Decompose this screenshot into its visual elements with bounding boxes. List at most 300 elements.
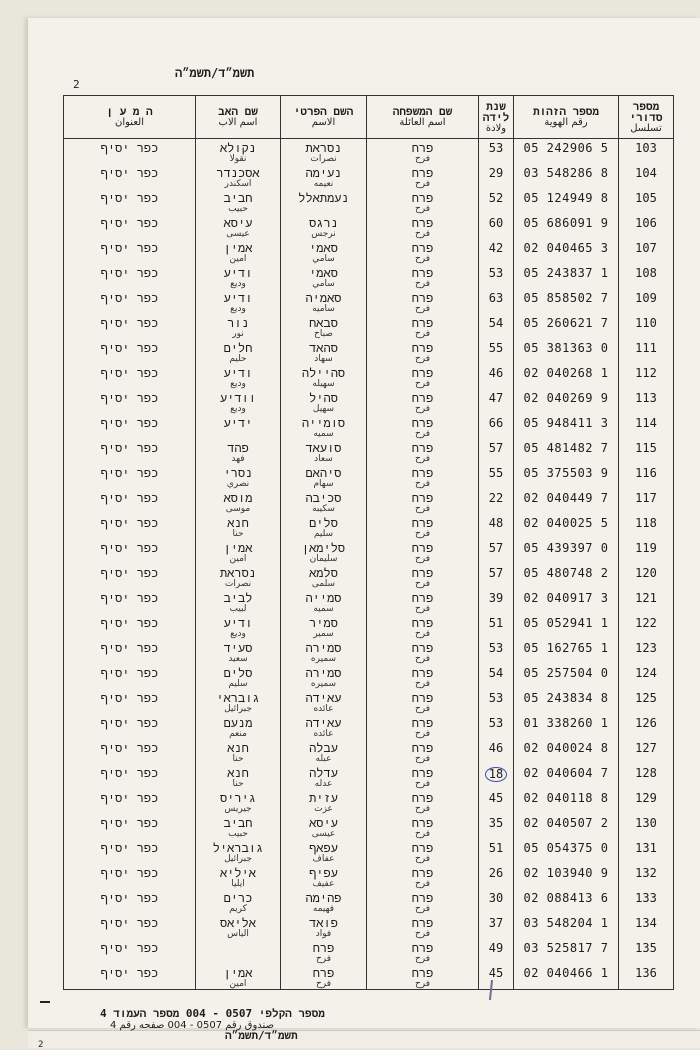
- first-name: פרח: [312, 941, 335, 955]
- address-cell: [64, 739, 196, 764]
- first-name-cell: [281, 839, 367, 864]
- serial-number-cell: [619, 314, 674, 339]
- family-name-arabic: فرح: [414, 829, 431, 839]
- father-name-arabic: نصري: [226, 479, 250, 489]
- first-name: עפיף: [309, 866, 338, 880]
- father-name-cell: [196, 514, 281, 539]
- id-number: 05 686091 9: [523, 216, 609, 230]
- address: כפר יסיף: [100, 716, 159, 730]
- family-name: פרח: [411, 466, 434, 480]
- next-page-number: 2: [38, 1040, 44, 1050]
- father-name-cell: [196, 814, 281, 839]
- address: כפר יסיף: [100, 566, 159, 580]
- serial-number: 111: [635, 341, 657, 355]
- birth-year: 57: [488, 541, 504, 555]
- father-name-arabic: الياس: [227, 929, 249, 939]
- id-number: 05 052941 1: [523, 616, 609, 630]
- id-number: 02 040917 3: [523, 591, 609, 605]
- father-name-arabic: جبرائيل: [224, 854, 252, 864]
- address-cell: [64, 539, 196, 564]
- first-name-cell: [281, 739, 367, 764]
- table-row: [64, 139, 674, 165]
- family-name: פרח: [411, 791, 434, 805]
- id-number: 03 525817 7: [523, 941, 609, 955]
- father-name-arabic: حبيب: [228, 829, 248, 839]
- father-name-cell: [196, 689, 281, 714]
- id-number-cell: [514, 139, 619, 165]
- birth-year: 53: [488, 641, 504, 655]
- father-name: עיסא: [223, 216, 253, 230]
- birth-year: [479, 764, 513, 782]
- serial-number-cell: [619, 739, 674, 764]
- table-row: [64, 839, 674, 864]
- birth-year-cell: [479, 164, 514, 189]
- father-name-cell: [196, 264, 281, 289]
- birth-year-cell: [479, 564, 514, 589]
- father-name: [196, 939, 280, 942]
- father-name-arabic: جبرائيل: [224, 704, 252, 714]
- first-name: סהאד: [309, 341, 338, 355]
- table-row: [64, 189, 674, 214]
- serial-number: 130: [635, 816, 657, 830]
- first-name: פואד: [309, 916, 338, 930]
- address-cell: [64, 889, 196, 914]
- serial-number: 136: [635, 966, 657, 980]
- birth-year-cell: [479, 439, 514, 464]
- birth-year: 57: [488, 441, 504, 455]
- address: כפר יסיף: [100, 241, 159, 255]
- family-name-cell: [367, 689, 479, 714]
- address: כפר יסיף: [100, 541, 159, 555]
- birth-year: 55: [488, 341, 504, 355]
- family-name: פרח: [411, 841, 434, 855]
- first-name: עדלה: [309, 766, 338, 780]
- address-cell: [64, 339, 196, 364]
- serial-number: 134: [635, 916, 657, 930]
- family-name: פרח: [411, 666, 434, 680]
- family-name-cell: [367, 214, 479, 239]
- birth-year: 30: [488, 891, 504, 905]
- first-name-cell: [281, 489, 367, 514]
- table-row: [64, 314, 674, 339]
- column-header: [367, 96, 479, 139]
- father-name-cell: [196, 614, 281, 639]
- serial-number: 118: [635, 516, 657, 530]
- birth-year: 52: [488, 191, 504, 205]
- serial-number: 121: [635, 591, 657, 605]
- first-name-arabic: فرح: [315, 954, 332, 964]
- address-cell: [64, 364, 196, 389]
- table-row: [64, 939, 674, 964]
- first-name-arabic: فرح: [315, 979, 332, 989]
- father-name-cell: [196, 764, 281, 789]
- serial-number: 106: [635, 216, 657, 230]
- id-number-cell: [514, 239, 619, 264]
- address: כפר יסיף: [100, 216, 159, 230]
- family-name-cell: [367, 464, 479, 489]
- serial-number-cell: [619, 414, 674, 439]
- family-name: פרח: [411, 541, 434, 555]
- father-name-arabic: لبيب: [229, 604, 247, 614]
- father-name-cell: [196, 889, 281, 914]
- id-number-cell: [514, 614, 619, 639]
- id-number-cell: [514, 464, 619, 489]
- family-name-arabic: فرح: [414, 454, 431, 464]
- id-number-cell: [514, 814, 619, 839]
- column-header-hebrew: שם המשפחה: [392, 105, 453, 118]
- serial-number: 125: [635, 691, 657, 705]
- birth-year-cell: [479, 689, 514, 714]
- father-name-cell: [196, 489, 281, 514]
- birth-year-cell: [479, 589, 514, 614]
- family-name: פרח: [411, 616, 434, 630]
- family-name-cell: [367, 764, 479, 789]
- circled-birth-year: 18: [485, 767, 507, 782]
- id-number-cell: [514, 589, 619, 614]
- address-cell: [64, 164, 196, 189]
- family-name-cell: [367, 139, 479, 165]
- address: כפר יסיף: [100, 466, 159, 480]
- family-name-arabic: فرح: [414, 404, 431, 414]
- column-header-hebrew: שם האב: [218, 105, 258, 118]
- id-number-cell: [514, 964, 619, 990]
- serial-number-cell: [619, 839, 674, 864]
- serial-number-cell: [619, 614, 674, 639]
- id-number: 05 948411 3: [523, 416, 609, 430]
- first-name-cell: [281, 239, 367, 264]
- address-cell: [64, 289, 196, 314]
- serial-number-cell: [619, 939, 674, 964]
- table-row: [64, 814, 674, 839]
- father-name-cell: [196, 714, 281, 739]
- address: כפר יסיף: [100, 191, 159, 205]
- father-name-cell: [196, 589, 281, 614]
- first-name: סהיילה: [301, 366, 346, 380]
- address-cell: [64, 239, 196, 264]
- address-cell: [64, 439, 196, 464]
- serial-number-cell: [619, 139, 674, 165]
- first-name: עפאף: [309, 841, 338, 855]
- first-name-arabic: فواد: [315, 929, 332, 939]
- address-cell: [64, 314, 196, 339]
- serial-number-cell: [619, 789, 674, 814]
- father-name: סלים: [223, 666, 253, 680]
- id-number: 05 243837 1: [523, 266, 609, 280]
- first-name: עיסא: [309, 816, 338, 830]
- father-name-cell: [196, 789, 281, 814]
- family-name-arabic: فرح: [414, 979, 431, 989]
- birth-year-cell: [479, 964, 514, 990]
- column-header-arabic: تسلسل: [630, 122, 662, 134]
- table-row: [64, 764, 674, 789]
- family-name-arabic: فرح: [414, 204, 431, 214]
- serial-number-cell: [619, 589, 674, 614]
- column-header: [196, 96, 281, 139]
- address-cell: [64, 464, 196, 489]
- first-name-arabic: سهاد: [314, 354, 333, 364]
- father-name: איליא: [219, 866, 256, 880]
- birth-year-cell: [479, 214, 514, 239]
- father-name: חביב: [223, 191, 253, 205]
- serial-number-cell: [619, 464, 674, 489]
- first-name-cell: [281, 889, 367, 914]
- father-name: נסראת: [219, 566, 256, 580]
- first-name-arabic: عيسى: [311, 829, 336, 839]
- family-name-cell: [367, 264, 479, 289]
- first-name: סבאח: [309, 316, 338, 330]
- serial-number: 108: [635, 266, 657, 280]
- family-name: פרח: [411, 591, 434, 605]
- father-name: נקולא: [219, 141, 256, 155]
- father-name-cell: [196, 639, 281, 664]
- address: כפר יסיף: [100, 391, 159, 405]
- birth-year-cell: [479, 464, 514, 489]
- serial-number-cell: [619, 539, 674, 564]
- first-name-arabic: نرجس: [311, 229, 336, 239]
- address-cell: [64, 714, 196, 739]
- family-name: פרח: [411, 566, 434, 580]
- birth-year: 26: [488, 866, 504, 880]
- family-name-arabic: فرح: [414, 479, 431, 489]
- address: כפר יסיף: [100, 341, 159, 355]
- serial-number: 124: [635, 666, 657, 680]
- column-header: [479, 96, 514, 139]
- family-name-arabic: فرح: [414, 579, 431, 589]
- family-name-arabic: فرح: [414, 729, 431, 739]
- birth-year: 57: [488, 566, 504, 580]
- first-name-arabic: سليم: [313, 529, 334, 539]
- address-cell: [64, 839, 196, 864]
- family-name: פרח: [411, 441, 434, 455]
- family-name-cell: [367, 289, 479, 314]
- id-number: 02 040604 7: [523, 766, 609, 780]
- family-name-arabic: فرح: [414, 529, 431, 539]
- family-name-arabic: فرح: [414, 679, 431, 689]
- serial-number-cell: [619, 914, 674, 939]
- family-name-cell: [367, 964, 479, 990]
- id-number: 05 054375 0: [523, 841, 609, 855]
- family-name-cell: [367, 839, 479, 864]
- column-header-arabic: العنوان: [115, 117, 144, 128]
- column-header-hebrew: שנת לידה: [482, 99, 510, 124]
- serial-number-cell: [619, 814, 674, 839]
- family-name-cell: [367, 414, 479, 439]
- address: כפר יסיף: [100, 841, 159, 855]
- address: כפר יסיף: [100, 616, 159, 630]
- address: כפר יסיף: [100, 316, 159, 330]
- serial-number: 123: [635, 641, 657, 655]
- table-row: [64, 889, 674, 914]
- birth-year-cell: [479, 789, 514, 814]
- id-number-cell: [514, 889, 619, 914]
- family-name: פרח: [411, 941, 434, 955]
- serial-number: 103: [635, 141, 657, 155]
- father-name-cell: [196, 939, 281, 964]
- address: כפר יסיף: [100, 141, 159, 155]
- address-cell: [64, 189, 196, 214]
- id-number-cell: [514, 539, 619, 564]
- birth-year-cell: [479, 539, 514, 564]
- family-name-cell: [367, 589, 479, 614]
- id-number: 05 481482 7: [523, 441, 609, 455]
- family-name-arabic: فرح: [414, 279, 431, 289]
- serial-number-cell: [619, 264, 674, 289]
- father-name-arabic: اسكندر: [224, 179, 252, 189]
- father-name: ודיע: [223, 616, 253, 630]
- serial-number: 119: [635, 541, 657, 555]
- first-name: סיהאם: [305, 466, 342, 480]
- birth-year: 47: [488, 391, 504, 405]
- id-number: 03 548204 1: [523, 916, 609, 930]
- address-cell: [64, 214, 196, 239]
- address: כפר יסיף: [100, 691, 159, 705]
- first-name-cell: [281, 639, 367, 664]
- serial-number: 112: [635, 366, 657, 380]
- id-number: 02 040269 9: [523, 391, 609, 405]
- father-name-arabic: ايليا: [231, 879, 245, 889]
- table-row: [64, 239, 674, 264]
- father-name-arabic: وديع: [230, 629, 246, 639]
- table-row: [64, 739, 674, 764]
- column-header-hebrew: ה מ ע ן: [106, 105, 153, 118]
- family-name-arabic: فرح: [414, 854, 431, 864]
- address-cell: [64, 764, 196, 789]
- first-name: עזית: [309, 791, 338, 805]
- voter-table: [63, 95, 674, 990]
- birth-year-cell: [479, 664, 514, 689]
- first-name-arabic: سميه: [313, 604, 334, 614]
- first-name-cell: [281, 139, 367, 165]
- first-name-cell: [281, 464, 367, 489]
- family-name: פרח: [411, 691, 434, 705]
- family-name-cell: [367, 864, 479, 889]
- address: כפר יסיף: [100, 291, 159, 305]
- birth-year-cell: [479, 139, 514, 165]
- table-body: [64, 139, 674, 990]
- first-name-arabic: عدله: [314, 779, 333, 789]
- father-name: וודיע: [219, 391, 256, 405]
- family-name: פרח: [411, 341, 434, 355]
- serial-number: 122: [635, 616, 657, 630]
- table-row: [64, 489, 674, 514]
- id-number: 05 242906 5: [523, 141, 609, 155]
- birth-year-cell: [479, 289, 514, 314]
- father-name: אסכנדר: [216, 166, 260, 180]
- id-number: 05 243834 8: [523, 691, 609, 705]
- first-name-arabic: سميه: [313, 429, 334, 439]
- first-name-arabic: عفاف: [312, 854, 335, 864]
- father-name: לביב: [223, 591, 253, 605]
- page-title: תשמ״ד/תשמ״ה: [175, 66, 255, 80]
- address: כפר יסיף: [100, 916, 159, 930]
- birth-year: 45: [488, 966, 504, 980]
- birth-year: 42: [488, 241, 504, 255]
- father-name-arabic: منعم: [229, 729, 247, 739]
- address-cell: [64, 789, 196, 814]
- father-name-cell: [196, 339, 281, 364]
- father-name-arabic: امين: [229, 554, 247, 564]
- first-name-cell: [281, 164, 367, 189]
- family-name-arabic: فرح: [414, 354, 431, 364]
- birth-year-cell: [479, 814, 514, 839]
- family-name: פרח: [411, 766, 434, 780]
- birth-year: 63: [488, 291, 504, 305]
- address-cell: [64, 689, 196, 714]
- serial-number-cell: [619, 289, 674, 314]
- serial-number-cell: [619, 864, 674, 889]
- first-name-arabic: فهيمه: [312, 904, 335, 914]
- family-name-arabic: فرح: [414, 254, 431, 264]
- father-name: ודיע: [223, 266, 253, 280]
- address: כפר יסיף: [100, 416, 159, 430]
- father-name-arabic: نور: [232, 329, 244, 339]
- id-number: 05 162765 1: [523, 641, 609, 655]
- family-name: פרח: [411, 491, 434, 505]
- page-number: 2: [73, 78, 80, 91]
- address: כפר יסיף: [100, 366, 159, 380]
- father-name: חנא: [227, 516, 249, 530]
- first-name: סמירה: [305, 641, 342, 655]
- serial-number: 129: [635, 791, 657, 805]
- birth-year: 45: [488, 791, 504, 805]
- id-number: 02 088413 6: [523, 891, 609, 905]
- first-name-cell: [281, 339, 367, 364]
- family-name-arabic: فرح: [414, 329, 431, 339]
- first-name-cell: [281, 814, 367, 839]
- id-number-cell: [514, 514, 619, 539]
- family-name: פרח: [411, 741, 434, 755]
- id-number-cell: [514, 289, 619, 314]
- birth-year-cell: [479, 339, 514, 364]
- first-name: סאמי: [309, 266, 338, 280]
- family-name: פרח: [411, 166, 434, 180]
- first-name: סועאד: [305, 441, 342, 455]
- birth-year: 37: [488, 916, 504, 930]
- id-number-cell: [514, 739, 619, 764]
- birth-year: 51: [488, 841, 504, 855]
- id-number: 05 439397 0: [523, 541, 609, 555]
- table-row: [64, 389, 674, 414]
- birth-year: 53: [488, 141, 504, 155]
- id-number: 05 260621 7: [523, 316, 609, 330]
- serial-number: 105: [635, 191, 657, 205]
- table-row: [64, 639, 674, 664]
- serial-number-cell: [619, 339, 674, 364]
- first-name-arabic: سامي: [312, 279, 335, 289]
- birth-year: 48: [488, 516, 504, 530]
- first-name-cell: [281, 439, 367, 464]
- birth-year: 53: [488, 716, 504, 730]
- first-name: סלמא: [309, 566, 338, 580]
- id-number-cell: [514, 314, 619, 339]
- father-name-cell: [196, 439, 281, 464]
- family-name-cell: [367, 814, 479, 839]
- table-row: [64, 689, 674, 714]
- family-name: פרח: [411, 216, 434, 230]
- table-row: [64, 439, 674, 464]
- serial-number: 135: [635, 941, 657, 955]
- family-name: פרח: [411, 866, 434, 880]
- family-name: פרח: [411, 366, 434, 380]
- address: כפר יסיף: [100, 891, 159, 905]
- family-name-cell: [367, 914, 479, 939]
- address: כפר יסיף: [100, 591, 159, 605]
- father-name: ודיע: [223, 366, 253, 380]
- id-number: 02 040507 2: [523, 816, 609, 830]
- family-name-arabic: فرح: [414, 954, 431, 964]
- address: כפר יסיף: [100, 966, 159, 980]
- id-number-cell: [514, 339, 619, 364]
